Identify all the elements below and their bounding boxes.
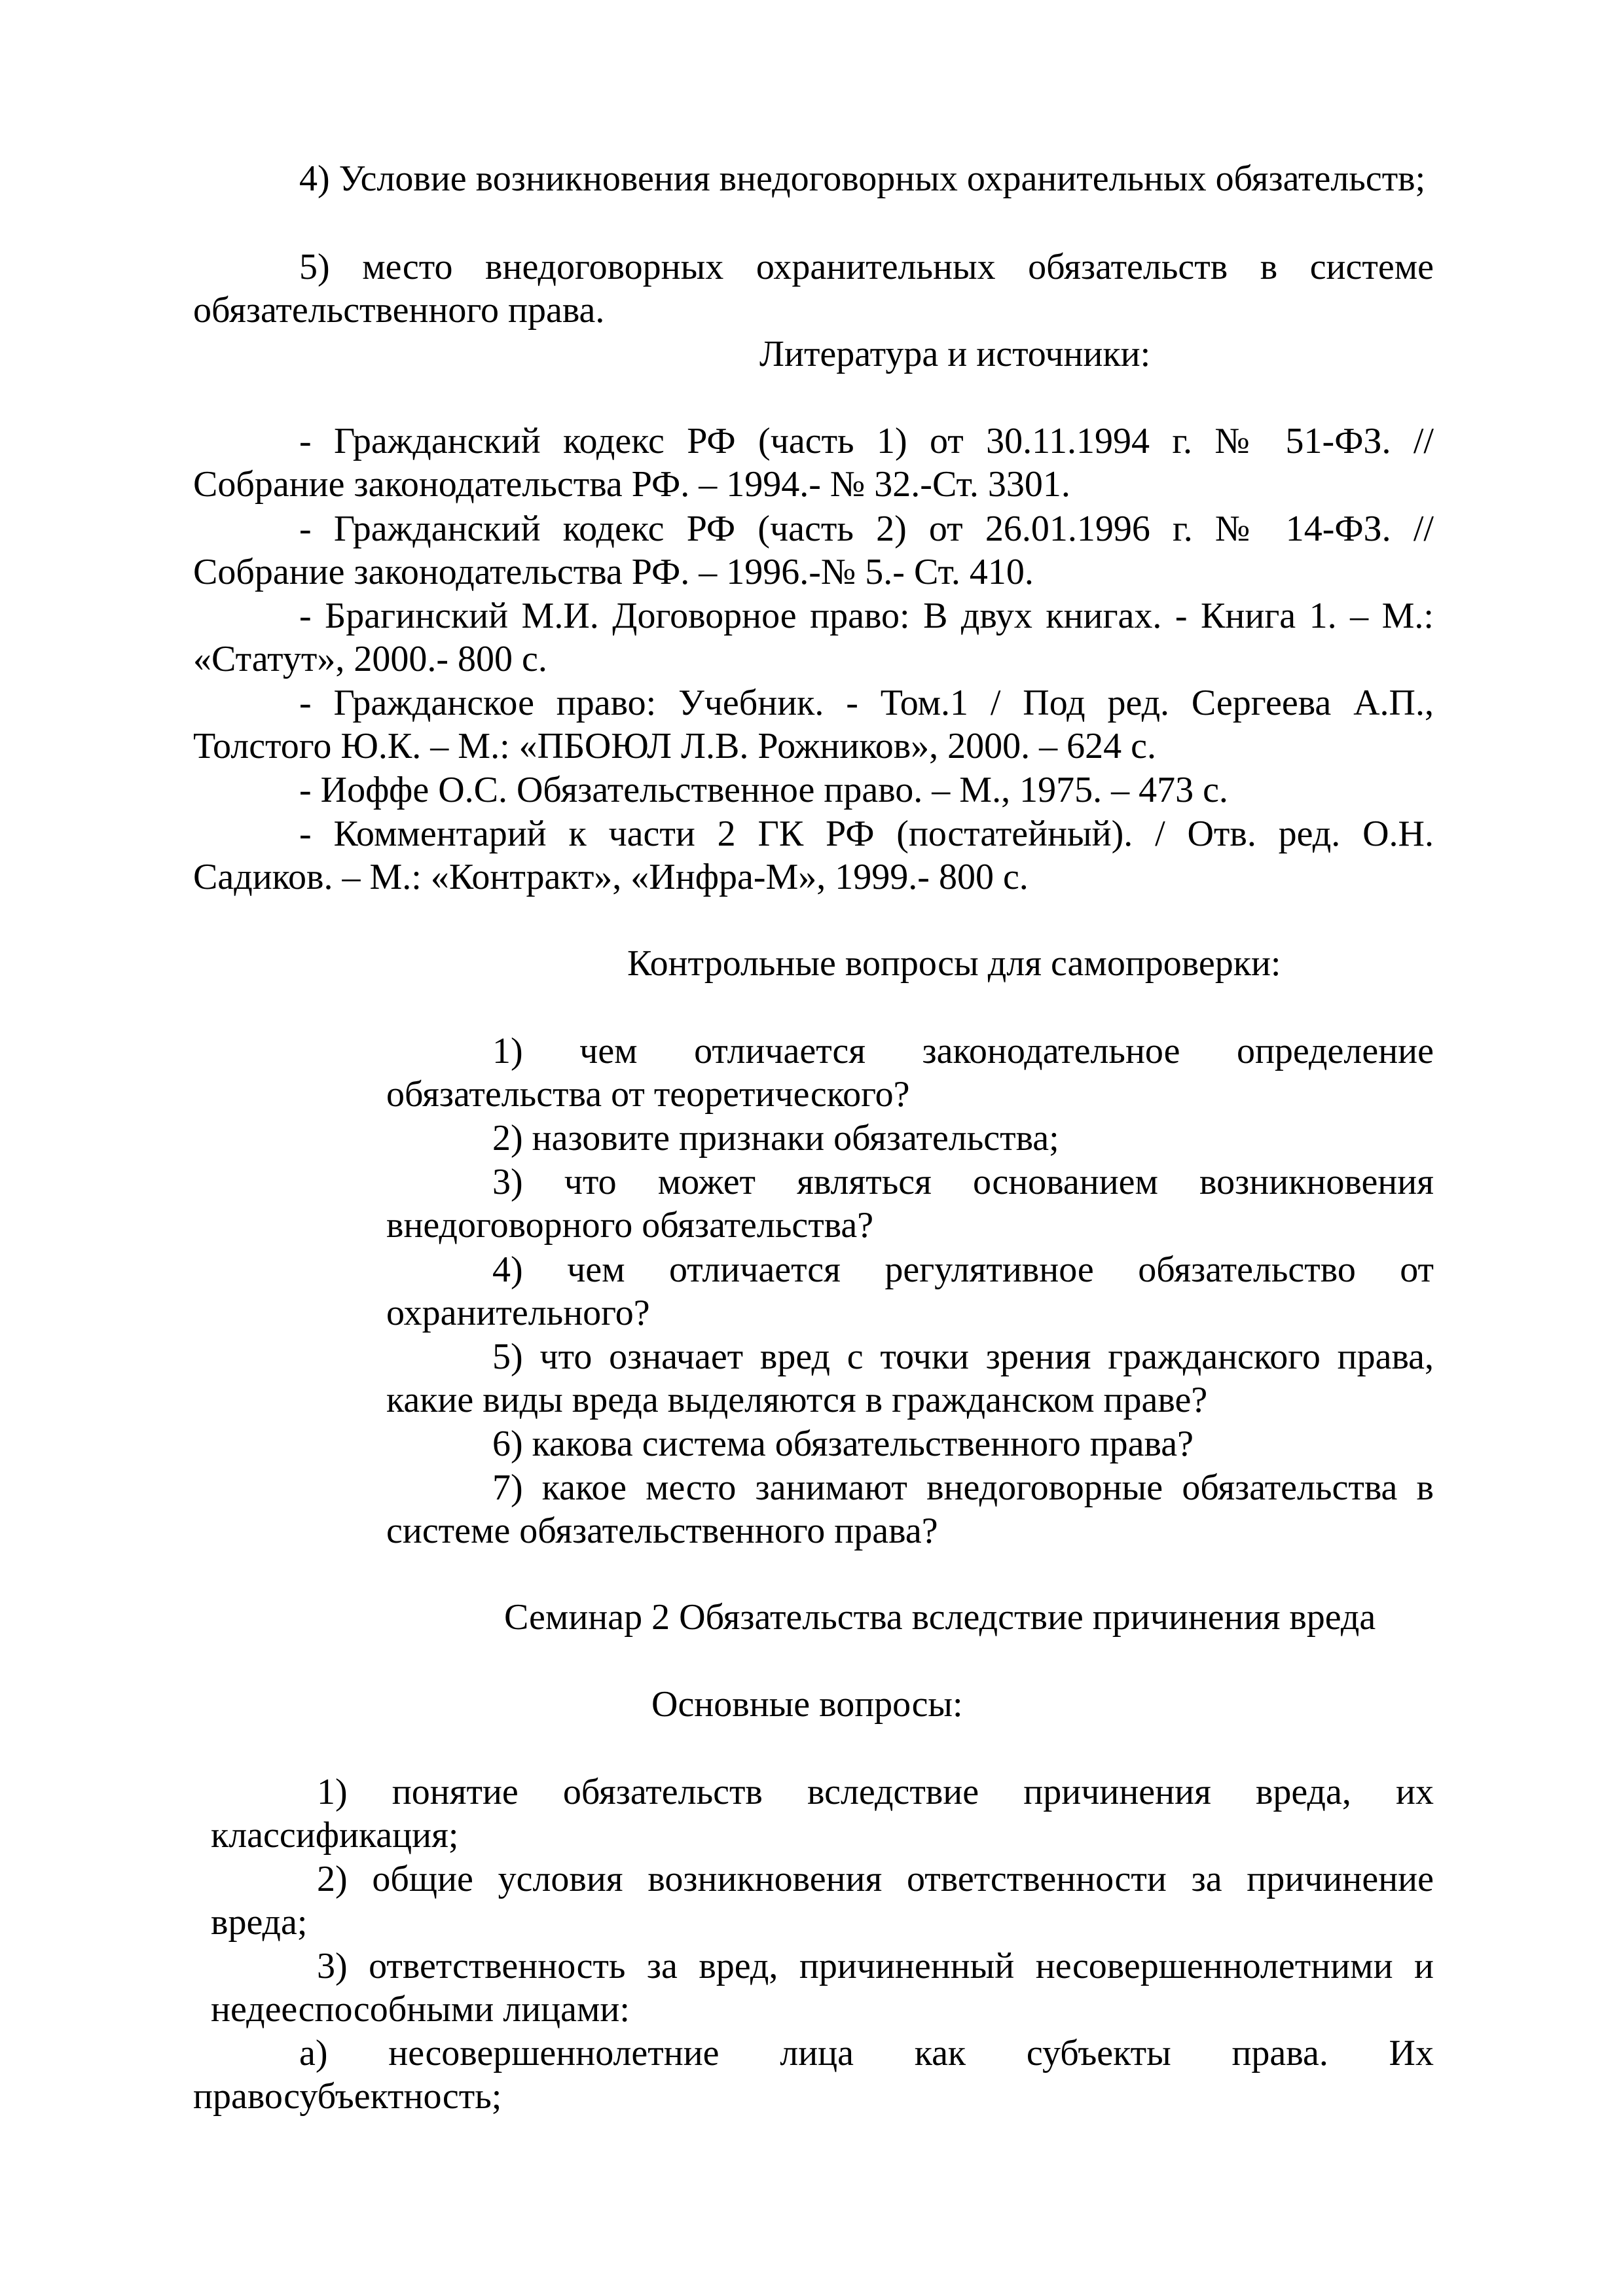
- seminar-subitem: а) несовершеннолетние лица как субъекты права. Их правосубъектность;: [193, 2033, 1434, 2117]
- literature-heading: Литература и источники:: [759, 334, 1151, 374]
- seminar-question: 3) ответственность за вред, причиненный несовершеннолетними и недееспособными лицами:: [211, 1946, 1434, 2030]
- intro-item-5: 5) место внедоговорных охранительных обязательств в системе обязательственного права.: [193, 247, 1434, 331]
- control-question: 1) чем отличается законодательное определение обязательства от теоретического?: [386, 1031, 1434, 1115]
- literature-item: - Гражданское право: Учебник. - Том.1 / Под ред. Сергеева А.П., Толстого Ю.К. – М.: «ПБОЮЛ Л.В. Рожников», 2000. – 624 с.: [193, 683, 1434, 766]
- seminar-question: 2) общие условия возникновения ответственности за причинение вреда;: [211, 1859, 1434, 1943]
- control-question: 2) назовите признаки обязательства;: [492, 1118, 1059, 1158]
- intro-item-4: 4) Условие возникновения внедоговорных охранительных обязательств;: [299, 158, 1426, 199]
- literature-item: - Брагинский М.И. Договорное право: В двух книгах. - Книга 1. – М.: «Статут», 2000.- 800 с.: [193, 596, 1434, 679]
- control-questions-heading: Контрольные вопросы для самопроверки:: [627, 943, 1281, 984]
- literature-item: - Гражданский кодекс РФ (часть 1) от 30.11.1994 г. № 51-ФЗ. // Собрание законодательства РФ. – 1994.- № 32.-Ст. 3301.: [193, 421, 1434, 505]
- seminar-question: 1) понятие обязательств вследствие причинения вреда, их классификация;: [211, 1772, 1434, 1856]
- control-question: 5) что означает вред с точки зрения гражданского права, какие виды вреда выделяются в гражданском праве?: [386, 1336, 1434, 1420]
- literature-item: - Иоффе О.С. Обязательственное право. – М., 1975. – 473 с.: [299, 770, 1228, 810]
- literature-item: - Гражданский кодекс РФ (часть 2) от 26.01.1996 г. № 14-ФЗ. // Собрание законодательства РФ. – 1996.-№ 5.- Ст. 410.: [193, 509, 1434, 592]
- seminar-subheading: Основные вопросы:: [651, 1684, 963, 1725]
- control-question: 7) какое место занимают внедоговорные обязательства в системе обязательственного права?: [386, 1467, 1434, 1551]
- seminar-title: Семинар 2 Обязательства вследствие причинения вреда: [504, 1597, 1376, 1638]
- control-question: 4) чем отличается регулятивное обязательство от охранительного?: [386, 1249, 1434, 1333]
- literature-item: - Комментарий к части 2 ГК РФ (постатейный). / Отв. ред. О.Н. Садиков. – М.: «Контракт», «Инфра-М», 1999.- 800 с.: [193, 814, 1434, 897]
- control-question: 6) какова система обязательственного права?: [492, 1424, 1194, 1464]
- control-question: 3) что может являться основанием возникновения внедоговорного обязательства?: [386, 1162, 1434, 1246]
